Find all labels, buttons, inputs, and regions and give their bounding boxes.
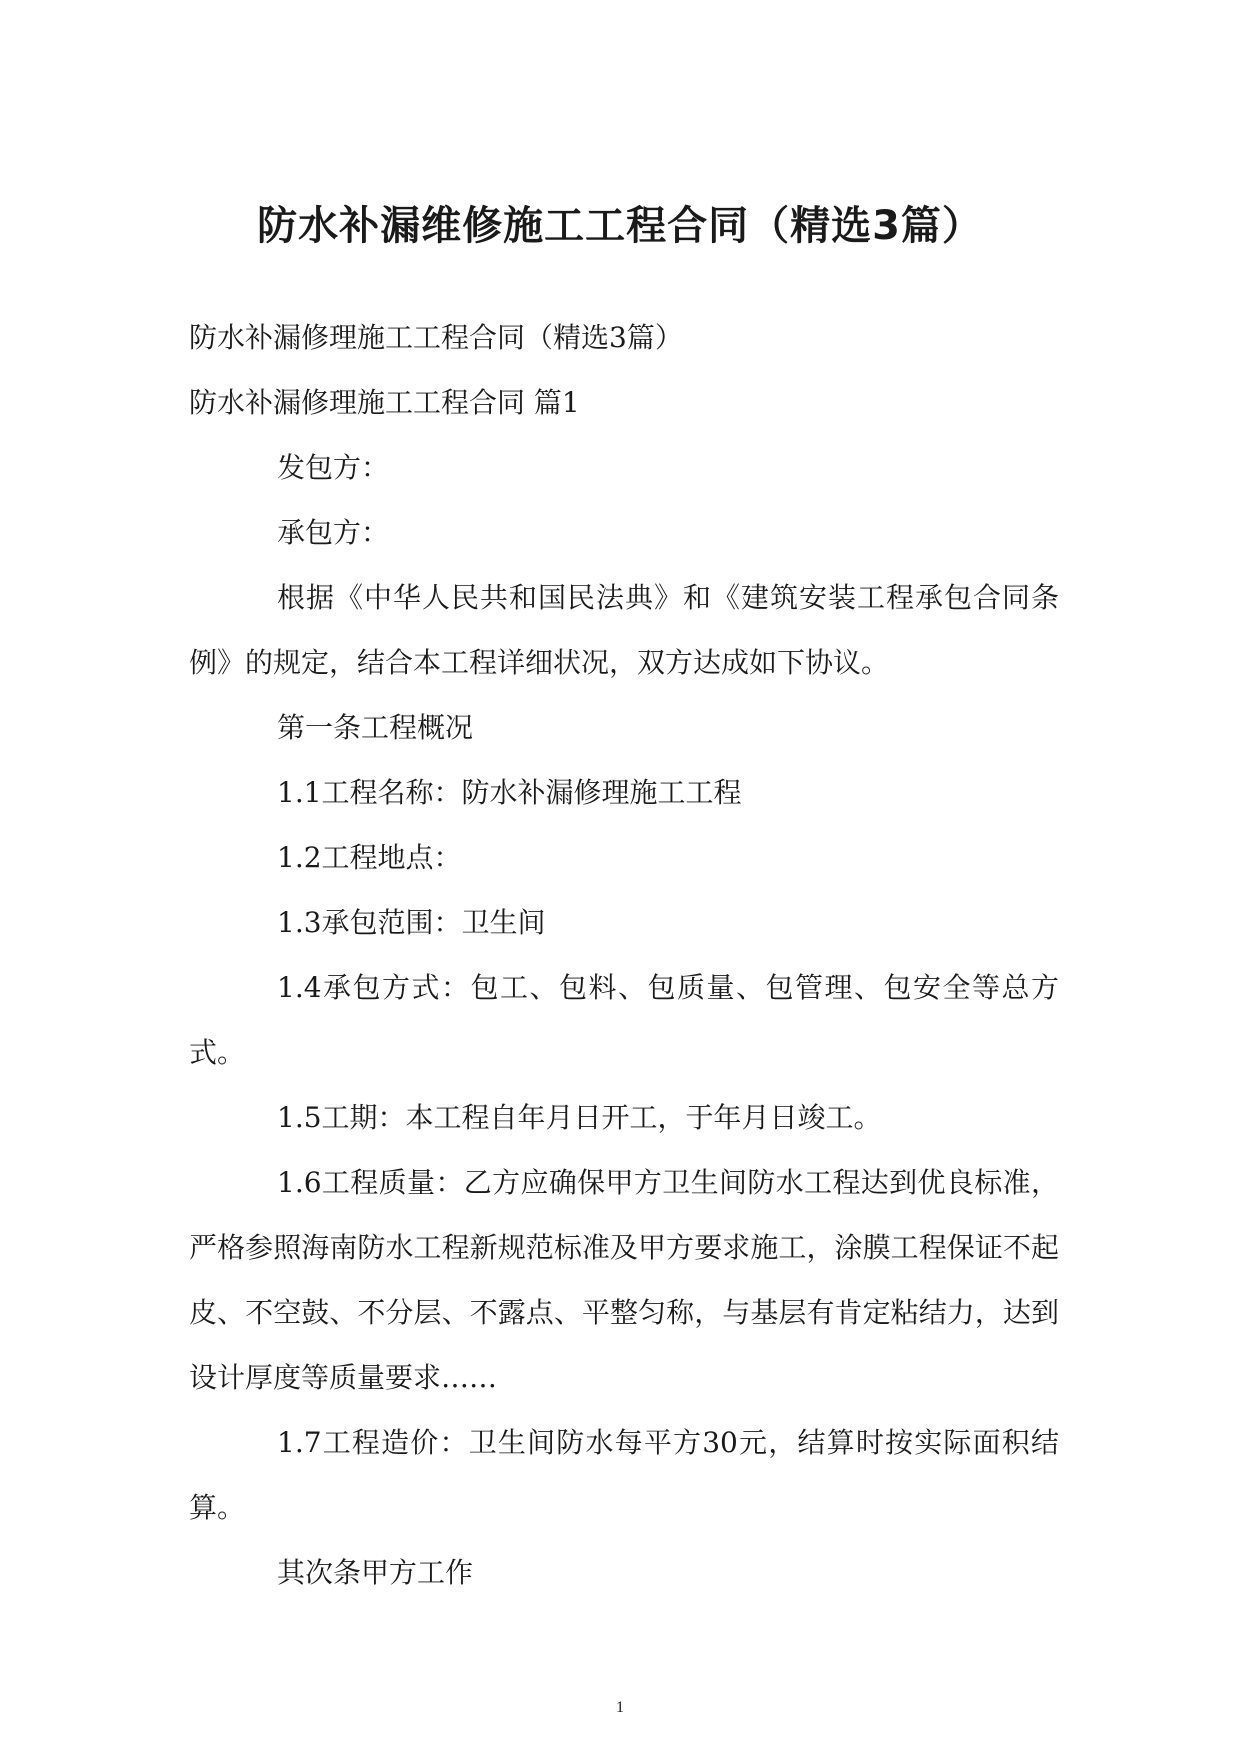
page-number: 1 <box>616 1699 624 1716</box>
clause-1-6: 1.6工程质量：乙方应确保甲方卫生间防水工程达到优良标准，严格参照海南防水工程新规范标准及甲方要求施工，涂膜工程保证不起皮、不空鼓、不分层、不露点、平整匀称，与基层有肯定粘结力，达到设计厚度等质量要求…… <box>189 1166 1059 1394</box>
document-body <box>189 305 1059 1605</box>
intro-paragraph: 根据《中华人民共和国民法典》和《建筑安装工程承包合同条例》的规定，结合本工程详细状况，双方达成如下协议。 <box>189 581 1059 679</box>
article-2-title: 其次条甲方工作 <box>277 1556 474 1589</box>
clause-1-7: 1.7工程造价：卫生间防水每平方30元，结算时按实际面积结算。 <box>189 1426 1059 1524</box>
document-subtitle: 防水补漏修理施工工程合同（精选3篇） <box>189 321 683 354</box>
clause-1-4: 1.4承包方式：包工、包料、包质量、包管理、包安全等总方式。 <box>189 971 1059 1069</box>
section-heading: 防水补漏修理施工工程合同 篇1 <box>189 386 580 419</box>
party-b-label: 承包方： <box>277 516 390 549</box>
clause-1-1: 1.1工程名称：防水补漏修理施工工程 <box>277 776 742 809</box>
party-a-label: 发包方： <box>277 451 390 484</box>
article-1-title: 第一条工程概况 <box>277 711 474 744</box>
clause-1-3: 1.3承包范围：卫生间 <box>277 906 546 939</box>
document-title: 防水补漏维修施工工程合同（精选3篇） <box>257 203 983 249</box>
clause-1-2: 1.2工程地点： <box>277 841 462 874</box>
clause-1-5: 1.5工期：本工程自年月日开工，于年月日竣工。 <box>277 1101 882 1134</box>
